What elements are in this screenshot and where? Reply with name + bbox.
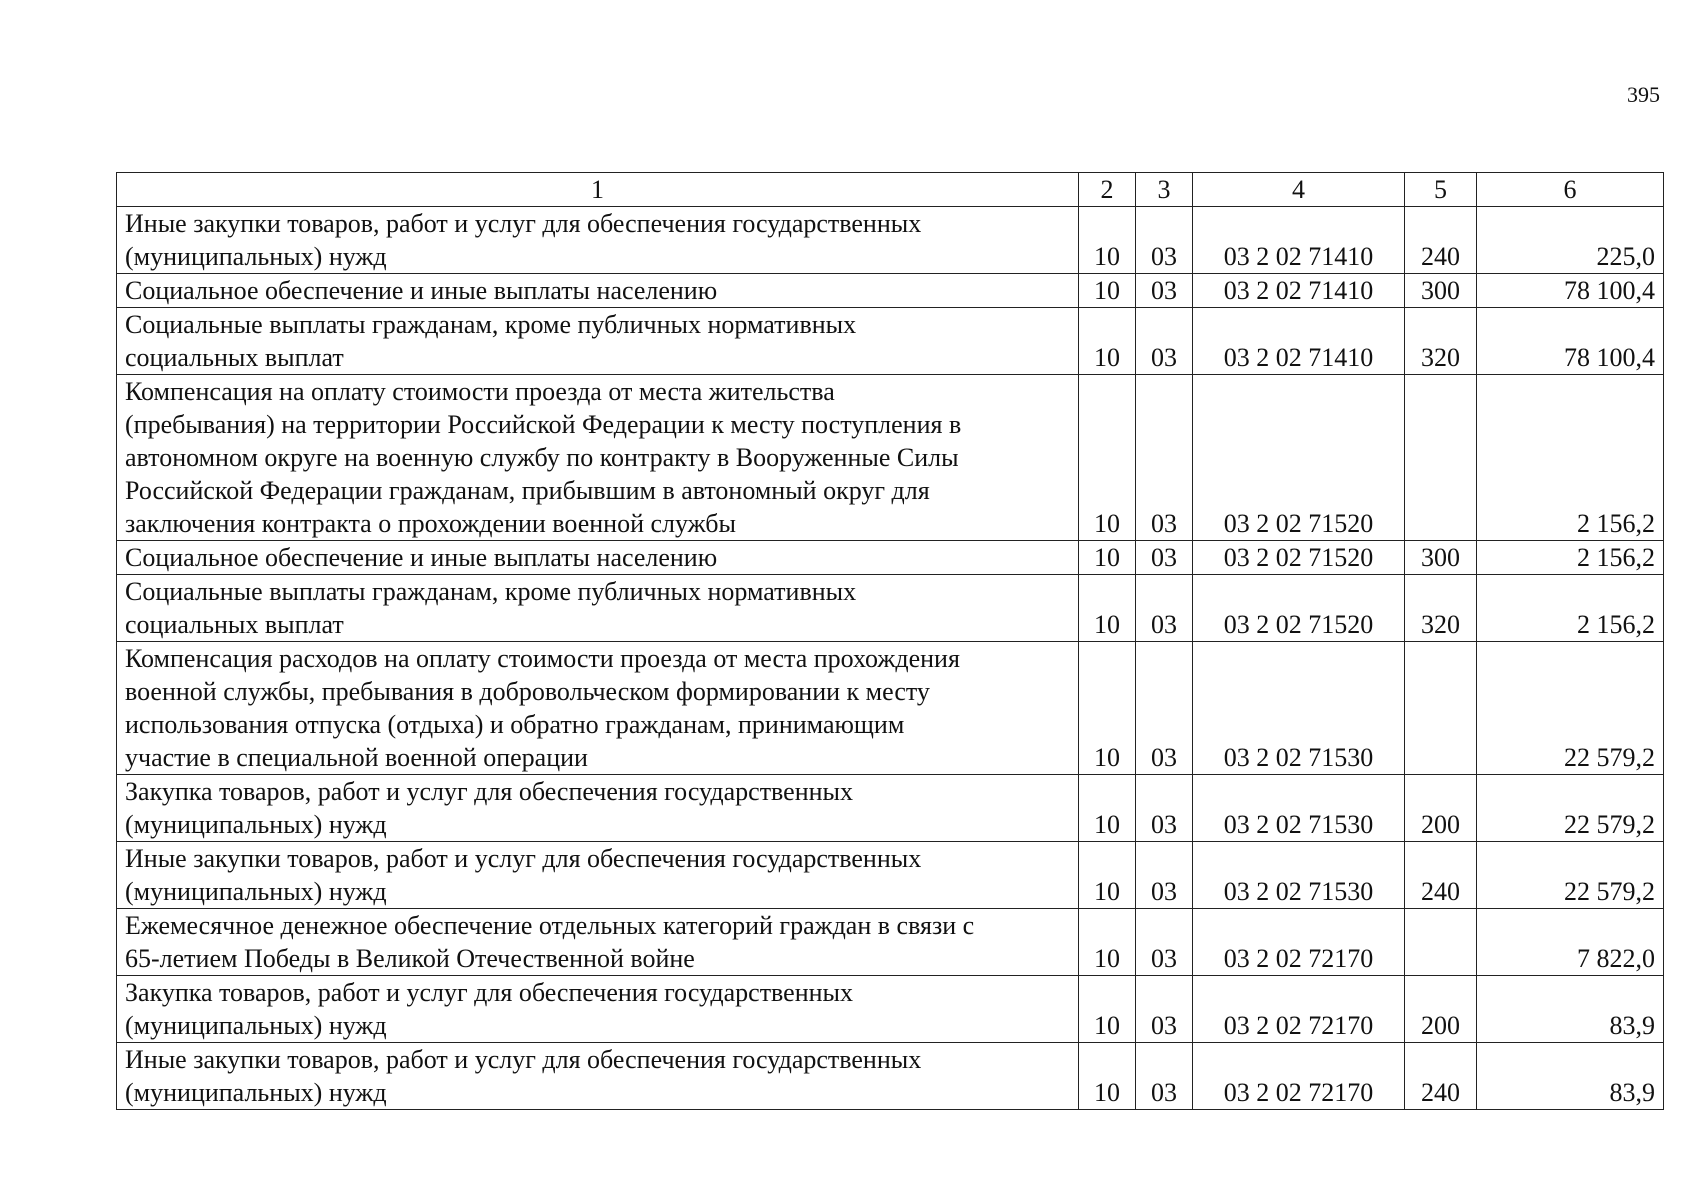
header-col-4: 4 (1193, 173, 1405, 207)
row-name-cell: Компенсация на оплату стоимости проезда от места жительства (пребывания) на территории Российской Федерации к месту поступления в автономном округе на военную службу по контракту в Вооруженные Силы Российской Федерации гражданам, прибывшим в автономный округ для заключения контракта о прохождении военной службы (117, 375, 1079, 541)
row-name-cell: Закупка товаров, работ и услуг для обеспечения государственных (муниципальных) нужд (117, 775, 1079, 842)
row-subsection-cell: 03 (1136, 976, 1193, 1043)
row-name-cell: Ежемесячное денежное обеспечение отдельных категорий граждан в связи с 65-летием Победы в Великой Отечественной войне (117, 909, 1079, 976)
row-target-article-cell: 03 2 02 71530 (1193, 775, 1405, 842)
table-row (117, 842, 1664, 909)
row-amount-cell: 225,0 (1477, 207, 1664, 274)
row-section-cell: 10 (1079, 575, 1136, 642)
row-section-cell: 10 (1079, 642, 1136, 775)
row-subsection-cell: 03 (1136, 308, 1193, 375)
row-section-cell: 10 (1079, 274, 1136, 308)
row-target-article-cell: 03 2 02 71520 (1193, 575, 1405, 642)
table-row (117, 575, 1664, 642)
table-row (117, 541, 1664, 575)
row-target-article-cell: 03 2 02 71530 (1193, 842, 1405, 909)
row-subsection-cell: 03 (1136, 274, 1193, 308)
row-subsection-cell: 03 (1136, 375, 1193, 541)
row-name-cell: Компенсация расходов на оплату стоимости проезда от места прохождения военной службы, пребывания в добровольческом формировании к месту использования отпуска (отдыха) и обратно гражданам, принимающим участие в специальной военной операции (117, 642, 1079, 775)
header-row (117, 173, 1664, 207)
row-amount-cell: 78 100,4 (1477, 274, 1664, 308)
row-subsection-cell: 03 (1136, 775, 1193, 842)
row-expense-type-cell: 200 (1405, 976, 1477, 1043)
row-amount-cell: 22 579,2 (1477, 775, 1664, 842)
row-name-cell: Социальные выплаты гражданам, кроме публичных нормативных социальных выплат (117, 308, 1079, 375)
row-name-cell: Иные закупки товаров, работ и услуг для обеспечения государственных (муниципальных) нужд (117, 1043, 1079, 1110)
row-amount-cell: 2 156,2 (1477, 541, 1664, 575)
row-section-cell: 10 (1079, 1043, 1136, 1110)
row-subsection-cell: 03 (1136, 909, 1193, 976)
row-target-article-cell: 03 2 02 72170 (1193, 1043, 1405, 1110)
table-body (117, 207, 1664, 1110)
table-row (117, 909, 1664, 976)
row-name-cell: Социальное обеспечение и иные выплаты населению (117, 274, 1079, 308)
page-number: 395 (1627, 82, 1660, 107)
header-col-2: 2 (1079, 173, 1136, 207)
row-subsection-cell: 03 (1136, 642, 1193, 775)
row-expense-type-cell: 240 (1405, 207, 1477, 274)
row-expense-type-cell: 200 (1405, 775, 1477, 842)
row-section-cell: 10 (1079, 308, 1136, 375)
row-name-cell: Социальное обеспечение и иные выплаты населению (117, 541, 1079, 575)
table-row (117, 207, 1664, 274)
row-subsection-cell: 03 (1136, 207, 1193, 274)
row-section-cell: 10 (1079, 775, 1136, 842)
row-subsection-cell: 03 (1136, 1043, 1193, 1110)
table-row (117, 976, 1664, 1043)
row-amount-cell: 83,9 (1477, 1043, 1664, 1110)
row-section-cell: 10 (1079, 909, 1136, 976)
row-amount-cell: 22 579,2 (1477, 642, 1664, 775)
row-expense-type-cell: 320 (1405, 575, 1477, 642)
row-target-article-cell: 03 2 02 71520 (1193, 541, 1405, 575)
row-subsection-cell: 03 (1136, 541, 1193, 575)
table-row (117, 1043, 1664, 1110)
table-row (117, 642, 1664, 775)
row-amount-cell: 22 579,2 (1477, 842, 1664, 909)
row-target-article-cell: 03 2 02 71410 (1193, 274, 1405, 308)
row-target-article-cell: 03 2 02 71410 (1193, 308, 1405, 375)
row-section-cell: 10 (1079, 842, 1136, 909)
row-expense-type-cell (1405, 909, 1477, 976)
row-subsection-cell: 03 (1136, 575, 1193, 642)
header-col-3: 3 (1136, 173, 1193, 207)
row-target-article-cell: 03 2 02 72170 (1193, 976, 1405, 1043)
row-section-cell: 10 (1079, 207, 1136, 274)
header-col-5: 5 (1405, 173, 1477, 207)
table-row (117, 274, 1664, 308)
row-subsection-cell: 03 (1136, 842, 1193, 909)
row-expense-type-cell: 320 (1405, 308, 1477, 375)
row-expense-type-cell (1405, 375, 1477, 541)
row-target-article-cell: 03 2 02 71530 (1193, 642, 1405, 775)
row-section-cell: 10 (1079, 375, 1136, 541)
row-target-article-cell: 03 2 02 71520 (1193, 375, 1405, 541)
row-amount-cell: 78 100,4 (1477, 308, 1664, 375)
table-header (117, 173, 1664, 207)
row-amount-cell: 7 822,0 (1477, 909, 1664, 976)
budget-table (116, 172, 1664, 1110)
row-expense-type-cell: 300 (1405, 541, 1477, 575)
header-col-1: 1 (117, 173, 1079, 207)
table-row (117, 375, 1664, 541)
row-expense-type-cell: 240 (1405, 1043, 1477, 1110)
row-name-cell: Закупка товаров, работ и услуг для обеспечения государственных (муниципальных) нужд (117, 976, 1079, 1043)
row-amount-cell: 83,9 (1477, 976, 1664, 1043)
row-target-article-cell: 03 2 02 72170 (1193, 909, 1405, 976)
row-name-cell: Социальные выплаты гражданам, кроме публичных нормативных социальных выплат (117, 575, 1079, 642)
row-section-cell: 10 (1079, 976, 1136, 1043)
row-section-cell: 10 (1079, 541, 1136, 575)
row-expense-type-cell: 300 (1405, 274, 1477, 308)
table-row (117, 308, 1664, 375)
row-expense-type-cell: 240 (1405, 842, 1477, 909)
row-amount-cell: 2 156,2 (1477, 375, 1664, 541)
row-target-article-cell: 03 2 02 71410 (1193, 207, 1405, 274)
header-col-6: 6 (1477, 173, 1664, 207)
table-row (117, 775, 1664, 842)
row-expense-type-cell (1405, 642, 1477, 775)
row-amount-cell: 2 156,2 (1477, 575, 1664, 642)
row-name-cell: Иные закупки товаров, работ и услуг для обеспечения государственных (муниципальных) нужд (117, 842, 1079, 909)
row-name-cell: Иные закупки товаров, работ и услуг для обеспечения государственных (муниципальных) нужд (117, 207, 1079, 274)
